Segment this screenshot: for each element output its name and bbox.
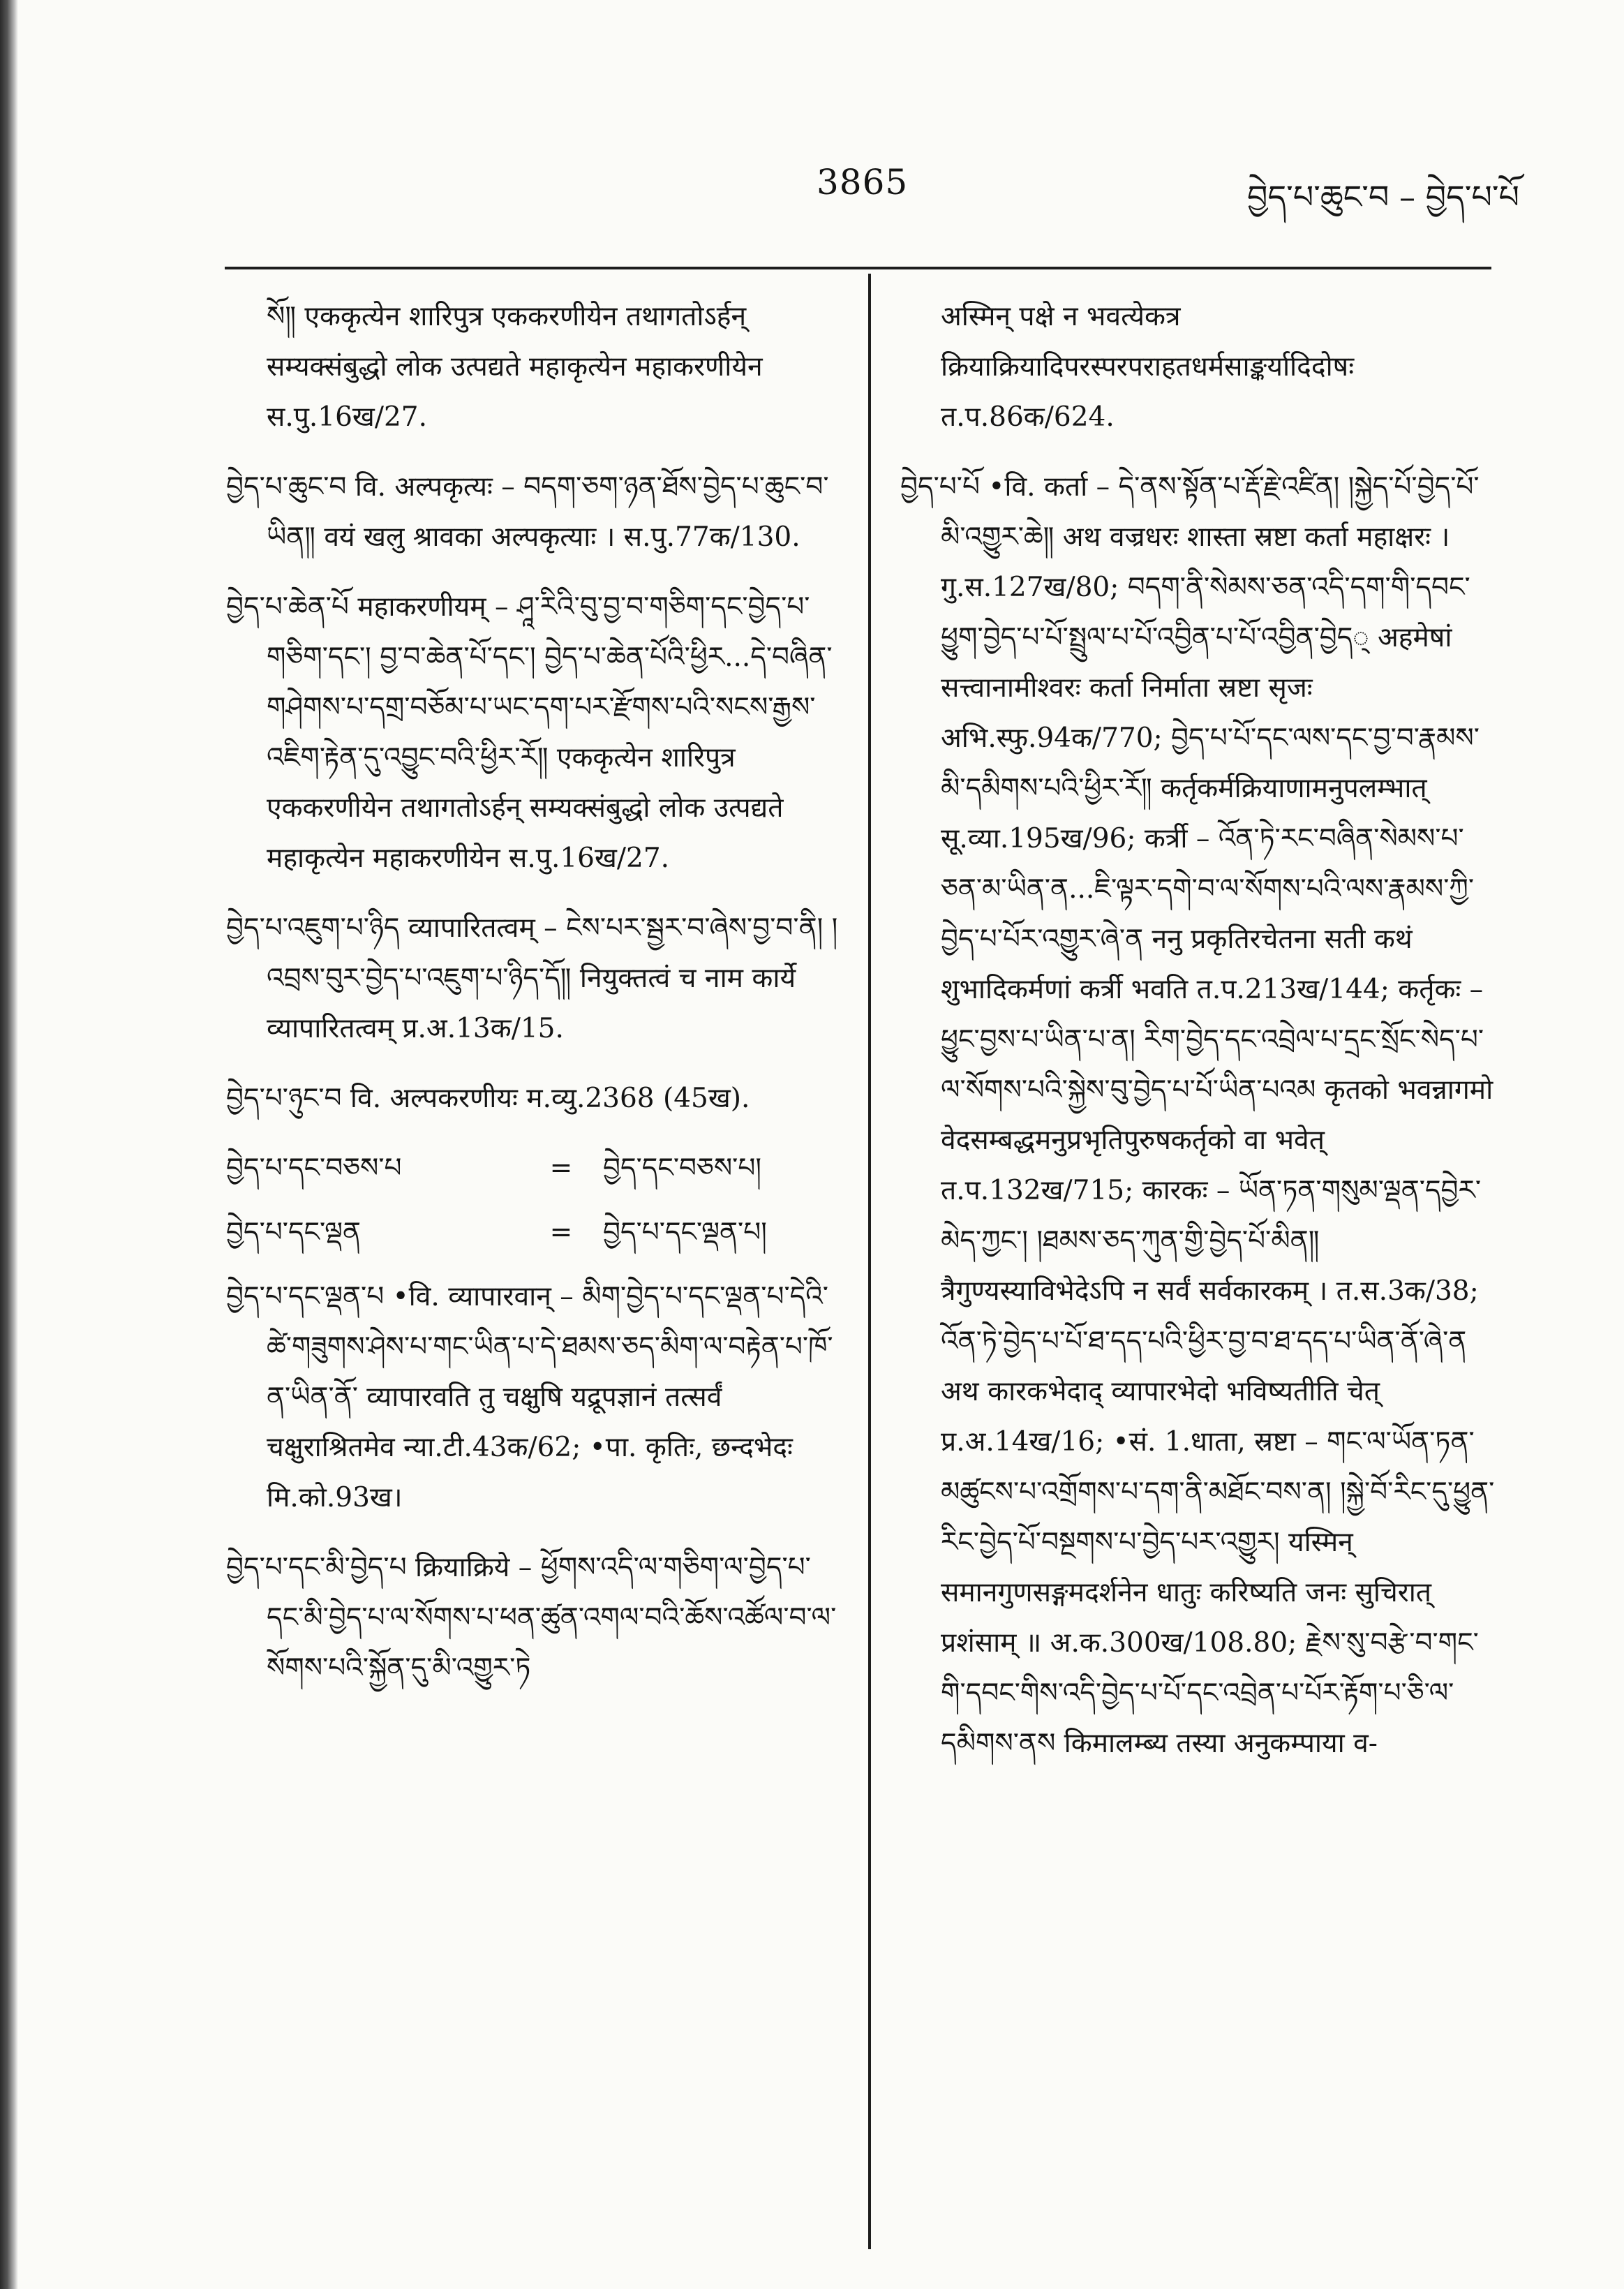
xref-equals: = bbox=[549, 1153, 573, 1184]
xref-equals: = bbox=[549, 1217, 573, 1248]
dictionary-entry: བྱེད་པ་དང་མི་བྱེད་པ क्रियाक्रिये – ཕྱོགས་འདི་ལ་གཅིག་ལ་བྱེད་པ་དང་མི་བྱེད་པ་ལ་སོགས་པ་ཕན་ཚུན་འགལ་བའི་ཆོས་འཚོལ་བ་ལ་སོགས་པའི་སྐྱོན་དུ་མི་འགྱུར་ཏེ bbox=[226, 1552, 837, 1684]
dictionary-entry: བྱེད་པ་ཆུང་བ वि. अल्पकृत्यः – བདག་ཅག་ཉན་ཐོས་བྱེད་པ་ཆུང་བ་ཡིན༎ वयं खलु श्रावका अल्पकृत्याः । स.पु.77क/130. bbox=[226, 471, 829, 553]
dictionary-entry: བྱེད་པ་དང་ལྡན་པ •वि. व्यापारवान् – མིག་བྱེད་པ་དང་ལྡན་པ་དེའི་ཚེ་གཟུགས་ཤེས་པ་གང་ཡིན་པ་དེ་ཐམས་ཅད་མིག་ལ་བརྟེན་པ་ཁོ་ན་ཡིན་ནོ་ व्यापारवति तु चक्षुषि यद्रूपज्ञानं तत्सर्वं चक्षुराश्रितमेव न्या.टी.43क/62; •पा. कृतिः, छन्दभेदः मि.को.93ख। bbox=[226, 1281, 833, 1513]
right-column bbox=[900, 292, 1500, 1788]
dictionary-entry: བྱེད་པ་ཆེན་པོ महाकरणीयम् – ཤཱ་རིའི་བུ་བྱ་བ་གཅིག་དང་བྱེད་པ་གཅིག་དང་། བྱ་བ་ཆེན་པོ་དང་། བྱེད་པ་ཆེན་པོའི་ཕྱིར...དེ་བཞིན་གཤེགས་པ་དགྲ་བཅོམ་པ་ཡང་དག་པར་རྫོགས་པའི་སངས་རྒྱས་འཇིག་རྟེན་དུ་འབྱུང་བའི་ཕྱིར་རོ༎ एककृत्येन शारिपुत्र एककरणीयेन तथागतोऽर्हन् सम्यक्संबुद्धो लोक उत्पद्यते महाकृत्येन महाकरणीयेन स.पु.16ख/27. bbox=[226, 591, 833, 874]
header-rule bbox=[225, 267, 1491, 269]
dictionary-entry: བྱེད་པ་འཇུག་པ་ཉིད व्यापारितत्वम् – ངེས་པར་སྦྱར་བ་ཞེས་བྱ་བ་ནི། །འབྲས་བུར་བྱེད་པ་འཇུག་པ་ཉིད་དོ༎ नियुक्तत्वं च नाम कार्ये व्यापारितत्वम् प्र.अ.13क/15. bbox=[226, 912, 838, 1044]
running-head: བྱེད་པ་ཆུང་བ – བྱེད་པ་པོ bbox=[1246, 178, 1519, 216]
xref-headword: བྱེད་པ་དང་བཅས་པ bbox=[226, 1153, 402, 1184]
xref-target: བྱེད་པ་དང་ལྡན་པ། bbox=[603, 1217, 767, 1248]
dictionary-entry: སོ༎ एककृत्येन शारिपुत्र एककरणीयेन तथागतोऽर्हन् सम्यक्संबुद्धो लोक उत्पद्यते महाकृत्येन महाकरणीयेन स.पु.16ख/27. bbox=[267, 301, 763, 433]
dictionary-entry: अस्मिन् पक्षे न भवत्येकत्र क्रियाक्रियादिपरस्परपराहतधर्मसाङ्कर्यादिदोषः त.प.86क/624. bbox=[941, 301, 1355, 433]
scan-binding-edge bbox=[0, 0, 18, 2289]
cross-reference-entry bbox=[226, 1143, 840, 1194]
left-column bbox=[226, 292, 840, 1713]
column-divider bbox=[868, 274, 871, 2249]
dictionary-entry: བྱེད་པ་པོ •वि. कर्ता – དེ་ནས་སྟོན་པ་རྡོ་རྗེ་འཛིན། །སྐྱེད་པོ་བྱེད་པོ་མི་འགྱུར་ཆེ༎ अथ वज्रधरः शास्ता स्रष्टा कर्ता महाक्षरः । गु.स.127ख/80; བདག་ནི་སེམས་ཅན་འདི་དག་གི་དབང་ཕྱུག་བྱེད་པ་པོ་སྤྲུལ་པ་པོ་འབྱིན་པ་པོ་འབྱིན་བྱེད् अहमेषां सत्त्वानामीश्वरः कर्ता निर्माता स्रष्टा सृजः अभि.स्फु.94क/770; བྱེད་པ་པོ་དང་ལས་དང་བྱ་བ་རྣམས་མི་དམིགས་པའི་ཕྱིར་རོ༎ कर्तृकर्मक्रियाणामनुपलम्भात् सू.व्या.195ख/96; कर्त्री – འོན་ཏེ་རང་བཞིན་སེམས་པ་ཅན་མ་ཡིན་ན...ཇི་ལྟར་དགེ་བ་ལ་སོགས་པའི་ལས་རྣམས་ཀྱི་བྱེད་པ་པོར་འགྱུར་ཞེ་ན ननु प्रकृतिरचेतना सती कथं शुभादिकर्मणां कर्त्री भवति त.प.213ख/144; कर्तृकः – ཕྱུང་བྱས་པ་ཡིན་པ་ན། རིག་བྱེད་དང་འབྲེལ་པ་དྲང་སྲོང་སེད་པ་ལ་སོགས་པའི་སྐྱེས་བུ་བྱེད་པ་པོ་ཡིན་པའམ कृतको भवन्नागमो वेदसम्बद्धमनुप्रभृतिपुरुषकर्तृको वा भवेत् त.प.132ख/715; कारकः – ཡོན་ཏན་གསུམ་ལྡན་དབྱེར་མེད་ཀྱང་། །ཐམས་ཅད་ཀུན་གྱི་བྱེད་པོ་མིན༎ त्रैगुण्यस्याविभेदेऽपि न सर्वं सर्वकारकम् । त.स.3क/38; འོན་ཏེ་བྱེད་པ་པོ་ཐ་དད་པའི་ཕྱིར་བྱ་བ་ཐ་དད་པ་ཡིན་ནོ་ཞེ་ན अथ कारकभेदाद् व्यापारभेदो भविष्यतीति चेत् प्र.अ.14ख/16; •सं. 1.धाता, स्रष्टा – གང་ལ་ཡོན་ཏན་མཚུངས་པ་འགྲོགས་པ་དག་ནི་མཐོང་བས་ན། །སྐྱེ་བོ་རིང་དུ་ཕྱུན་རིང་བྱེད་པོ་བསྔགས་པ་བྱེད་པར་འགྱུར། यस्मिन् समानगुणसङ्गमदर्शनेन धातुः करिष्यति जनः सुचिरात् प्रशंसाम् ॥ अ.क.300ख/108.80; རྗེས་སུ་བརྩེ་བ་གང་གི་དབང་གིས་འདི་བྱེད་པ་པོ་དང་འབྲེན་པ་པོར་རྟོག་པ་ཅི་ལ་དམིགས་ནས किमालम्ब्य तस्या अनुकम्पाया व- bbox=[900, 471, 1495, 1759]
dictionary-entry: བྱེད་པ་ཉུང་བ वि. अल्पकरणीयः म.व्यु.2368 (45ख). bbox=[226, 1083, 750, 1114]
cross-reference-entry bbox=[226, 1208, 840, 1258]
xref-target: བྱེད་དང་བཅས་པ། bbox=[603, 1153, 762, 1184]
xref-headword: བྱེད་པ་དང་ལྡན bbox=[226, 1217, 362, 1248]
page-number: 3865 bbox=[817, 162, 909, 202]
